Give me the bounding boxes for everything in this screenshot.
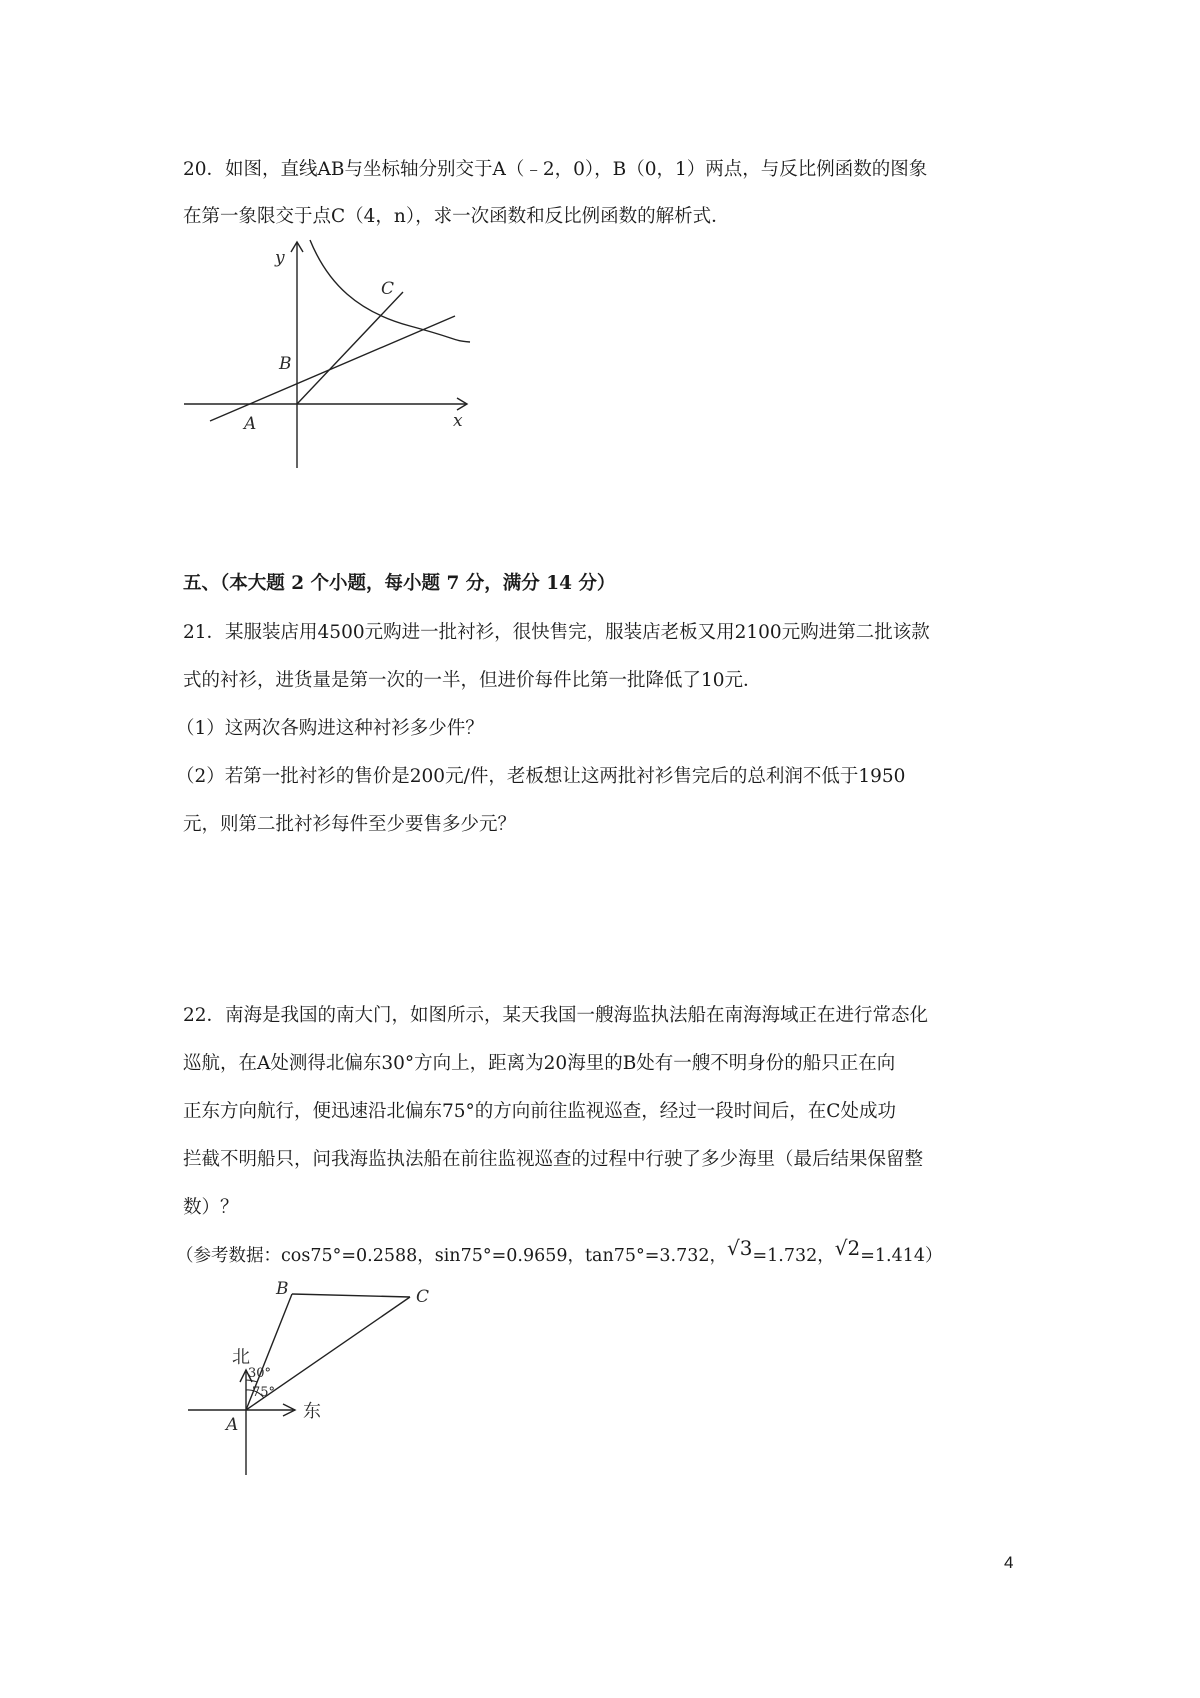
ref-text-prefix: （参考数据：cos75°=0.2588，sin75°=0.9659，tan75°=3.732，: [176, 1246, 728, 1266]
line-ab: [210, 316, 455, 421]
segment-oc: [297, 292, 403, 404]
q22-line-5: 数）？: [183, 1197, 239, 1218]
segment-bc: [292, 1294, 410, 1297]
q21-part-1: （1）这两次各购进这种衬衫多少件？: [176, 718, 484, 739]
q22-line-4: 拦截不明船只，问我海监执法船在前往监视巡查的过程中行驶了多少海里（最后结果保留整: [183, 1149, 924, 1170]
label-a: A: [244, 414, 257, 434]
ref-text-suffix: =1.414）: [860, 1246, 943, 1266]
label-b: B: [276, 1280, 289, 1299]
q22-figure: [180, 1280, 460, 1495]
q21-part-2-line-2: 元，则第二批衬衫每件至少要售多少元？: [183, 814, 517, 835]
q21-part-2-line-1: （2）若第一批衬衫的售价是200元/件，老板想让这两批衬衫售完后的总利润不低于1950: [176, 766, 906, 787]
label-c: C: [381, 279, 395, 299]
label-y: y: [275, 248, 285, 268]
ref-text-mid: =1.732，: [752, 1246, 835, 1266]
label-east: 东: [303, 1401, 321, 1422]
sqrt2-symbol: √2: [834, 1236, 861, 1260]
label-north: 北: [232, 1347, 250, 1368]
label-angle-30: 30°: [248, 1366, 272, 1381]
q22-line-2: 巡航，在A处测得北偏东30°方向上，距离为20海里的B处有一艘不明身份的船只正在向: [183, 1053, 896, 1074]
section-5-heading: 五、（本大题 2 个小题，每小题 7 分，满分 14 分）: [183, 573, 616, 594]
q21-line-1: 21．某服装店用4500元购进一批衬衫，很快售完，服装店老板又用2100元购进第二批该款: [183, 622, 930, 643]
label-x: x: [453, 411, 463, 431]
label-b: B: [279, 354, 292, 374]
q21-line-2: 式的衬衫，进货量是第一次的一半，但进价每件比第一批降低了10元．: [183, 670, 762, 691]
q22-line-1: 22．南海是我国的南大门，如图所示，某天我国一艘海监执法船在南海海域正在进行常态化: [183, 1005, 929, 1026]
page-number: 4: [1004, 1553, 1014, 1572]
label-angle-75: 75°: [252, 1385, 276, 1400]
sqrt3-symbol: √3: [727, 1236, 753, 1260]
q20-line-2: 在第一象限交于点C（4，n），求一次函数和反比例函数的解析式．: [183, 206, 730, 227]
q20-figure: [180, 236, 480, 476]
q20-line-1: 20．如图，直线AB与坐标轴分别交于A（﹣2，0），B（0，1）两点，与反比例函数的图象: [183, 159, 928, 180]
q22-line-3: 正东方向航行，便迅速沿北偏东75°的方向前往监视巡查，经过一段时间后，在C处成功: [183, 1101, 896, 1122]
label-c: C: [416, 1287, 430, 1307]
label-a: A: [226, 1415, 239, 1435]
q22-reference-data: [176, 1236, 943, 1268]
